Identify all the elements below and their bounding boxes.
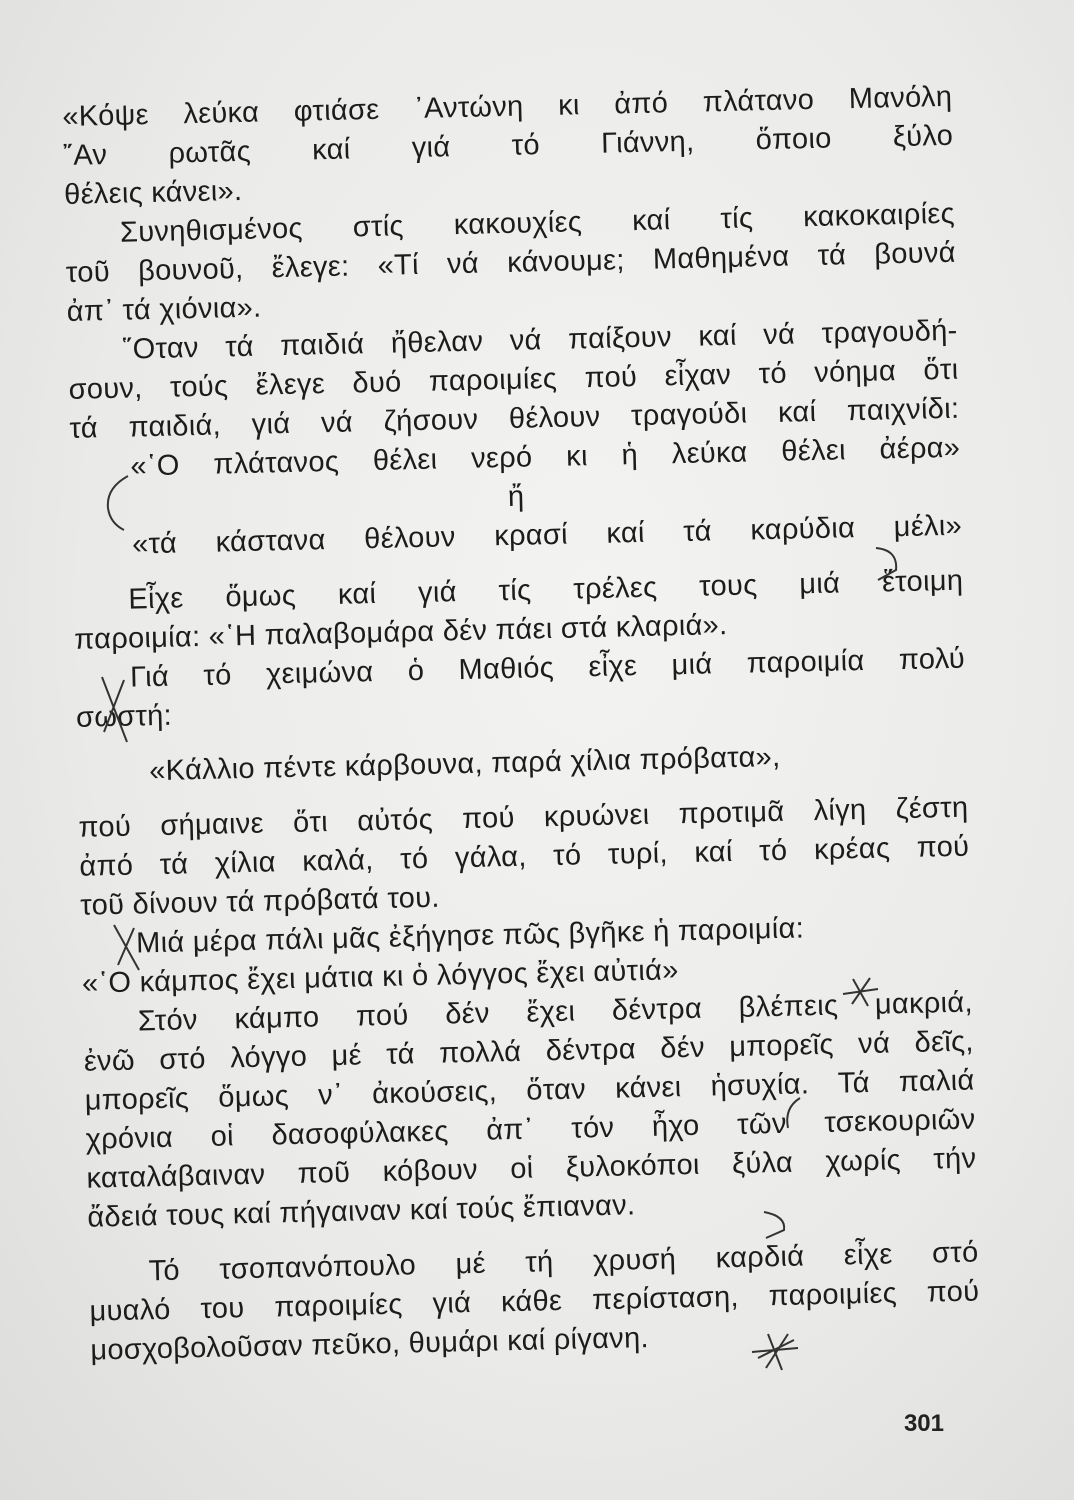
text-line: τοῦ δίνουν τά πρόβατά του. bbox=[79, 881, 441, 922]
text-line: «Κάλλιο πέντε κάρβουνα, παρά χίλια πρόβατα», bbox=[148, 740, 781, 788]
text-line: ῎Αν ρωτᾶς καί γιά τό Γιάννη, ὅποιο ξύλο bbox=[62, 119, 954, 172]
text-line: ἤ bbox=[507, 480, 525, 513]
text-line: Μιά μέρα πάλι μᾶς ἐξήγησε πῶς βγῆκε ἡ παροιμία: bbox=[135, 912, 805, 960]
text-line: ἀπό τά χίλια καλά, τό γάλα, τό τυρί, καί τό κρέας πού bbox=[79, 830, 970, 883]
text-line: μυαλό του παροιμίες γιά κάθε περίσταση, παροιμίες πού bbox=[89, 1275, 980, 1328]
text-line: πού σήμαινε ὅτι αὐτός πού κρυώνει προτιμᾶ λίγη ζέστη bbox=[78, 791, 969, 844]
text-line: Τό τσοπανόπουλο μέ τή χρυσή καρδιά εἶχε στό bbox=[148, 1236, 979, 1288]
page-number: 301 bbox=[903, 1410, 944, 1437]
text-line: καταλάβαιναν ποῦ κόβουν οἱ ξυλοκόποι ξύλα χωρίς τήν bbox=[86, 1142, 977, 1195]
text-line: μπορεῖς ὅμως ν᾽ ἀκούσεις, ὅταν κάνει ἡσυχία. Τά παλιά bbox=[84, 1064, 975, 1117]
text-line: ἀπ᾽ τά χιόνια». bbox=[66, 291, 262, 328]
page-text bbox=[62, 78, 981, 1371]
text-line: θέλεις κάνει». bbox=[63, 174, 243, 211]
text-line: ἐνῶ στό λόγγο μέ τά πολλά δέντρα δέν μπορεῖς νά δεῖς, bbox=[83, 1025, 975, 1078]
text-line: «῾Ο κάμπος ἔχει μάτια κι ὁ λόγγος ἔχει αὐτιά» bbox=[81, 954, 679, 1000]
text-line: σουν, τούς ἔλεγε δυό παροιμίες πού εἶχαν τό νόημα ὅτι bbox=[68, 353, 959, 406]
text-line: μοσχοβολοῦσαν πεῦκο, θυμάρι καί ρίγανη. bbox=[90, 1322, 650, 1367]
text-line: «῾Ο πλάτανος θέλει νερό κι ἡ λεύκα θέλει ἀέρα» bbox=[130, 431, 961, 483]
text-line: σωστή: bbox=[75, 699, 173, 734]
text-line: παροιμία: «῾Η παλαβομάρα δέν πάει στά κλαριά». bbox=[73, 609, 728, 656]
text-line: Στόν κάμπο πού δέν ἔχει δέντρα βλέπεις μακριά, bbox=[137, 986, 974, 1038]
text-line: Εἶχε ὅμως καί γιά τίς τρέλες τους μιά ἕτοιμη bbox=[128, 564, 964, 616]
text-line: Συνηθισμένος στίς κακουχίες καί τίς κακοκαιρίες bbox=[119, 197, 956, 249]
text-line: ἄδειά τους καί πήγαιναν καί τούς ἔπιαναν. bbox=[87, 1189, 636, 1234]
text-line: ῞Οταν τά παιδιά ἤθελαν νά παίξουν καί νά τραγουδή- bbox=[122, 314, 958, 366]
text-line: χρόνια οἱ δασοφύλακες ἀπ᾽ τόν ἦχο τῶν τσεκουριῶν bbox=[85, 1103, 976, 1156]
text-line: Γιά τό χειμώνα ὁ Μαθιός εἶχε μιά παροιμία πολύ bbox=[129, 642, 966, 694]
text-line: τά παιδιά, γιά νά ζήσουν θέλουν τραγούδι καί παιχνίδι: bbox=[69, 392, 960, 445]
text-line: «τά κάστανα θέλουν κρασί καί τά καρύδια μέλι» bbox=[131, 509, 963, 561]
text-line: τοῦ βουνοῦ, ἔλεγε: «Τί νά κάνουμε; Μαθημένα τά βουνά bbox=[65, 236, 957, 289]
text-line: «Κόψε λεύκα φτιάσε ᾽Αντώνη κι ἀπό πλάτανο Μανόλη bbox=[62, 80, 953, 133]
